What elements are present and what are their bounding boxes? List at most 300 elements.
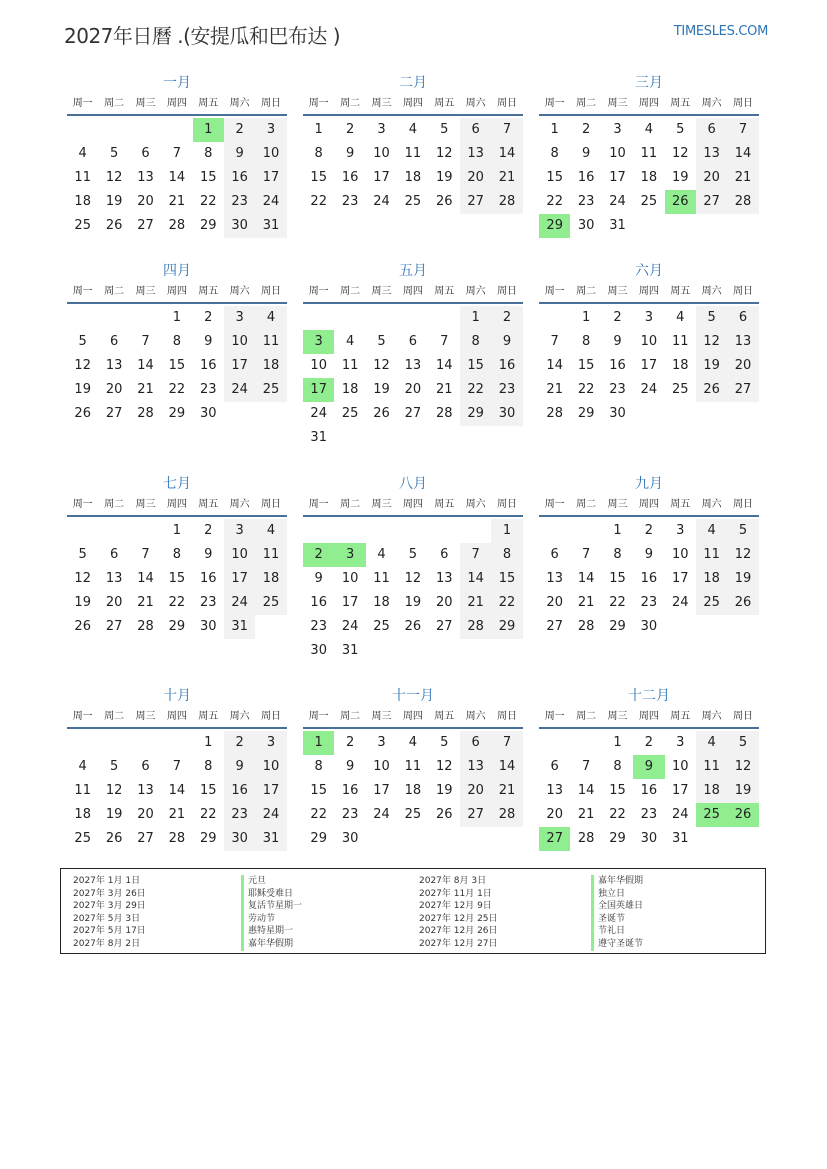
day-cell[interactable]: 3 [377,122,386,137]
day-cell[interactable]: 19 [727,779,758,803]
day-cell[interactable]: 22 [609,595,626,610]
day-cell[interactable]: 25 [671,382,689,397]
day-cell[interactable]: 7 [727,118,758,142]
day-cell[interactable]: 6 [440,547,449,562]
day-cell[interactable]: 17 [255,779,286,803]
day-cell[interactable]: 7 [581,759,591,774]
day-cell[interactable]: 25 [696,591,727,615]
day-cell[interactable]: 5 [676,122,685,137]
day-cell[interactable]: 9 [345,146,355,161]
day-cell[interactable]: 18 [696,779,727,803]
day-cell[interactable]: 16 [640,571,658,586]
day-cell[interactable]: 16 [341,783,359,798]
day-cell[interactable]: 11 [696,543,727,567]
day-cell[interactable]: 23 [640,595,658,610]
holiday-day-cell[interactable]: 29 [539,214,570,238]
day-cell[interactable]: 9 [581,146,591,161]
day-cell[interactable]: 12 [696,330,727,354]
day-cell[interactable]: 9 [613,334,622,349]
day-cell[interactable]: 18 [74,807,91,822]
day-cell[interactable]: 18 [74,194,91,209]
holiday-day-cell[interactable]: 1 [193,118,224,142]
day-cell[interactable]: 9 [644,547,653,562]
day-cell[interactable]: 20 [404,382,422,397]
day-cell[interactable]: 5 [109,146,119,161]
day-cell[interactable]: 12 [435,146,453,161]
holiday-day-cell[interactable]: 3 [334,543,365,567]
day-cell[interactable]: 17 [224,354,255,378]
day-cell[interactable]: 30 [224,827,255,851]
day-cell[interactable]: 28 [168,831,186,846]
day-cell[interactable]: 15 [168,358,186,373]
day-cell[interactable]: 27 [105,619,123,634]
day-cell[interactable]: 1 [613,523,622,538]
day-cell[interactable]: 27 [727,378,758,402]
day-cell[interactable]: 28 [460,615,491,639]
day-cell[interactable]: 24 [640,382,658,397]
day-cell[interactable]: 16 [224,779,255,803]
day-cell[interactable]: 6 [109,547,119,562]
day-cell[interactable]: 24 [255,803,286,827]
day-cell[interactable]: 23 [199,382,217,397]
day-cell[interactable]: 3 [676,523,685,538]
day-cell[interactable]: 10 [671,759,689,774]
day-cell[interactable]: 24 [373,807,390,822]
day-cell[interactable]: 20 [105,382,123,397]
day-cell[interactable]: 2 [224,731,255,755]
day-cell[interactable]: 13 [105,571,123,586]
day-cell[interactable]: 28 [546,406,563,421]
day-cell[interactable]: 29 [199,218,217,233]
day-cell[interactable]: 30 [199,406,217,421]
day-cell[interactable]: 23 [341,807,359,822]
day-cell[interactable]: 18 [373,595,390,610]
day-cell[interactable]: 22 [310,807,327,822]
day-cell[interactable]: 15 [310,170,327,185]
day-cell[interactable]: 25 [255,591,286,615]
day-cell[interactable]: 14 [460,567,491,591]
day-cell[interactable]: 5 [408,547,417,562]
day-cell[interactable]: 16 [199,571,217,586]
day-cell[interactable]: 17 [224,567,255,591]
day-cell[interactable]: 3 [224,519,255,543]
day-cell[interactable]: 10 [255,142,286,166]
day-cell[interactable]: 11 [696,755,727,779]
day-cell[interactable]: 30 [577,218,595,233]
day-cell[interactable]: 25 [74,218,91,233]
day-cell[interactable]: 8 [581,334,591,349]
day-cell[interactable]: 11 [671,334,689,349]
day-cell[interactable]: 4 [644,122,653,137]
day-cell[interactable]: 12 [105,170,123,185]
day-cell[interactable]: 19 [74,382,91,397]
day-cell[interactable]: 28 [577,831,595,846]
day-cell[interactable]: 17 [341,595,359,610]
day-cell[interactable]: 13 [460,755,491,779]
day-cell[interactable]: 16 [199,358,217,373]
day-cell[interactable]: 27 [404,406,422,421]
day-cell[interactable]: 18 [255,354,286,378]
day-cell[interactable]: 14 [577,783,595,798]
day-cell[interactable]: 14 [491,142,522,166]
day-cell[interactable]: 4 [696,519,727,543]
day-cell[interactable]: 7 [550,334,559,349]
day-cell[interactable]: 4 [78,146,87,161]
day-cell[interactable]: 1 [314,122,323,137]
day-cell[interactable]: 6 [109,334,119,349]
day-cell[interactable]: 3 [676,735,685,750]
day-cell[interactable]: 5 [727,519,758,543]
day-cell[interactable]: 13 [546,571,563,586]
holiday-day-cell[interactable]: 9 [633,755,664,779]
day-cell[interactable]: 19 [727,567,758,591]
day-cell[interactable]: 19 [105,194,123,209]
day-cell[interactable]: 11 [74,783,91,798]
day-cell[interactable]: 27 [105,406,123,421]
day-cell[interactable]: 8 [460,330,491,354]
day-cell[interactable]: 30 [224,214,255,238]
day-cell[interactable]: 15 [310,783,327,798]
day-cell[interactable]: 24 [310,406,327,421]
day-cell[interactable]: 14 [491,755,522,779]
day-cell[interactable]: 7 [172,759,181,774]
day-cell[interactable]: 22 [310,194,327,209]
day-cell[interactable]: 9 [314,571,323,586]
day-cell[interactable]: 30 [609,406,626,421]
day-cell[interactable]: 6 [727,306,758,330]
day-cell[interactable]: 21 [546,382,563,397]
day-cell[interactable]: 27 [696,190,727,214]
day-cell[interactable]: 26 [74,406,91,421]
day-cell[interactable]: 17 [373,783,390,798]
day-cell[interactable]: 11 [255,330,286,354]
day-cell[interactable]: 16 [491,354,522,378]
day-cell[interactable]: 10 [310,358,327,373]
day-cell[interactable]: 26 [105,831,123,846]
day-cell[interactable]: 3 [613,122,622,137]
day-cell[interactable]: 1 [460,306,491,330]
day-cell[interactable]: 8 [172,547,181,562]
day-cell[interactable]: 8 [491,543,522,567]
day-cell[interactable]: 7 [141,334,150,349]
day-cell[interactable]: 2 [224,118,255,142]
day-cell[interactable]: 3 [255,118,286,142]
day-cell[interactable]: 19 [435,783,453,798]
day-cell[interactable]: 23 [224,190,255,214]
day-cell[interactable]: 6 [141,759,150,774]
day-cell[interactable]: 11 [404,146,422,161]
day-cell[interactable]: 20 [105,595,123,610]
day-cell[interactable]: 27 [435,619,453,634]
day-cell[interactable]: 10 [671,547,689,562]
day-cell[interactable]: 10 [255,755,286,779]
day-cell[interactable]: 19 [671,170,689,185]
day-cell[interactable]: 4 [255,519,286,543]
day-cell[interactable]: 31 [255,827,286,851]
day-cell[interactable]: 29 [609,619,626,634]
day-cell[interactable]: 11 [404,759,422,774]
day-cell[interactable]: 2 [644,523,653,538]
day-cell[interactable]: 5 [78,547,87,562]
day-cell[interactable]: 21 [727,166,758,190]
day-cell[interactable]: 22 [491,591,522,615]
day-cell[interactable]: 1 [613,735,622,750]
day-cell[interactable]: 2 [345,735,355,750]
day-cell[interactable]: 3 [224,306,255,330]
day-cell[interactable]: 25 [255,378,286,402]
day-cell[interactable]: 12 [74,358,91,373]
day-cell[interactable]: 31 [310,430,327,445]
day-cell[interactable]: 6 [408,334,417,349]
day-cell[interactable]: 28 [137,406,154,421]
day-cell[interactable]: 31 [671,831,689,846]
day-cell[interactable]: 6 [460,731,491,755]
day-cell[interactable]: 18 [404,783,422,798]
day-cell[interactable]: 31 [341,643,359,658]
day-cell[interactable]: 4 [676,310,685,325]
day-cell[interactable]: 24 [224,378,255,402]
day-cell[interactable]: 30 [310,643,327,658]
day-cell[interactable]: 16 [224,166,255,190]
day-cell[interactable]: 6 [550,759,559,774]
day-cell[interactable]: 25 [404,807,422,822]
holiday-day-cell[interactable]: 26 [727,803,758,827]
day-cell[interactable]: 13 [404,358,422,373]
day-cell[interactable]: 26 [373,406,390,421]
day-cell[interactable]: 23 [577,194,595,209]
day-cell[interactable]: 10 [341,571,359,586]
day-cell[interactable]: 13 [696,142,727,166]
day-cell[interactable]: 14 [435,358,453,373]
day-cell[interactable]: 13 [727,330,758,354]
day-cell[interactable]: 8 [314,759,323,774]
day-cell[interactable]: 25 [640,194,658,209]
day-cell[interactable]: 26 [696,378,727,402]
day-cell[interactable]: 24 [671,807,689,822]
day-cell[interactable]: 2 [204,310,213,325]
day-cell[interactable]: 22 [460,378,491,402]
day-cell[interactable]: 2 [644,735,653,750]
day-cell[interactable]: 12 [105,783,123,798]
day-cell[interactable]: 21 [137,595,154,610]
day-cell[interactable]: 31 [609,218,626,233]
day-cell[interactable]: 8 [204,759,213,774]
day-cell[interactable]: 13 [105,358,123,373]
day-cell[interactable]: 17 [671,571,689,586]
day-cell[interactable]: 22 [199,807,217,822]
day-cell[interactable]: 2 [581,122,591,137]
day-cell[interactable]: 20 [546,807,563,822]
day-cell[interactable]: 3 [255,731,286,755]
day-cell[interactable]: 19 [105,807,123,822]
day-cell[interactable]: 25 [341,406,359,421]
day-cell[interactable]: 30 [199,619,217,634]
day-cell[interactable]: 31 [224,615,255,639]
day-cell[interactable]: 21 [435,382,453,397]
day-cell[interactable]: 8 [550,146,559,161]
day-cell[interactable]: 29 [199,831,217,846]
day-cell[interactable]: 21 [577,807,595,822]
day-cell[interactable]: 7 [491,118,522,142]
day-cell[interactable]: 29 [491,615,522,639]
day-cell[interactable]: 26 [74,619,91,634]
day-cell[interactable]: 10 [373,146,390,161]
day-cell[interactable]: 14 [727,142,758,166]
day-cell[interactable]: 2 [345,122,355,137]
day-cell[interactable]: 22 [577,382,595,397]
day-cell[interactable]: 11 [255,543,286,567]
day-cell[interactable]: 5 [78,334,87,349]
day-cell[interactable]: 14 [168,783,186,798]
day-cell[interactable]: 20 [696,166,727,190]
day-cell[interactable]: 8 [204,146,213,161]
day-cell[interactable]: 9 [345,759,355,774]
day-cell[interactable]: 11 [74,170,91,185]
day-cell[interactable]: 12 [727,543,758,567]
day-cell[interactable]: 12 [74,571,91,586]
day-cell[interactable]: 1 [581,310,591,325]
day-cell[interactable]: 22 [609,807,626,822]
day-cell[interactable]: 8 [613,547,622,562]
day-cell[interactable]: 12 [727,755,758,779]
day-cell[interactable]: 7 [491,731,522,755]
day-cell[interactable]: 19 [373,382,390,397]
day-cell[interactable]: 17 [255,166,286,190]
day-cell[interactable]: 5 [440,122,449,137]
day-cell[interactable]: 15 [199,783,217,798]
day-cell[interactable]: 4 [408,735,417,750]
day-cell[interactable]: 20 [460,779,491,803]
day-cell[interactable]: 28 [435,406,453,421]
day-cell[interactable]: 9 [224,755,255,779]
day-cell[interactable]: 17 [609,170,626,185]
day-cell[interactable]: 14 [137,358,154,373]
day-cell[interactable]: 11 [341,358,359,373]
day-cell[interactable]: 6 [141,146,150,161]
day-cell[interactable]: 13 [137,783,154,798]
site-logo-text[interactable]: TIMESLES.COM [673,24,768,39]
holiday-day-cell[interactable]: 26 [665,190,696,214]
day-cell[interactable]: 30 [341,831,359,846]
day-cell[interactable]: 18 [640,170,658,185]
day-cell[interactable]: 16 [341,170,359,185]
day-cell[interactable]: 13 [460,142,491,166]
day-cell[interactable]: 26 [105,218,123,233]
day-cell[interactable]: 10 [224,330,255,354]
day-cell[interactable]: 17 [671,783,689,798]
day-cell[interactable]: 23 [310,619,327,634]
day-cell[interactable]: 6 [696,118,727,142]
day-cell[interactable]: 26 [727,591,758,615]
day-cell[interactable]: 19 [404,595,422,610]
day-cell[interactable]: 4 [345,334,355,349]
day-cell[interactable]: 3 [644,310,653,325]
day-cell[interactable]: 28 [491,190,522,214]
day-cell[interactable]: 16 [310,595,327,610]
day-cell[interactable]: 20 [460,166,491,190]
day-cell[interactable]: 4 [78,759,87,774]
day-cell[interactable]: 10 [373,759,390,774]
day-cell[interactable]: 25 [373,619,390,634]
day-cell[interactable]: 24 [373,194,390,209]
day-cell[interactable]: 8 [314,146,323,161]
day-cell[interactable]: 25 [74,831,91,846]
day-cell[interactable]: 1 [491,519,522,543]
day-cell[interactable]: 21 [577,595,595,610]
day-cell[interactable]: 23 [609,382,626,397]
day-cell[interactable]: 23 [640,807,658,822]
day-cell[interactable]: 15 [577,358,595,373]
day-cell[interactable]: 21 [168,807,186,822]
day-cell[interactable]: 24 [341,619,359,634]
day-cell[interactable]: 15 [609,571,626,586]
day-cell[interactable]: 9 [491,330,522,354]
day-cell[interactable]: 11 [373,571,390,586]
day-cell[interactable]: 29 [609,831,626,846]
day-cell[interactable]: 6 [460,118,491,142]
day-cell[interactable]: 19 [696,354,727,378]
day-cell[interactable]: 13 [137,170,154,185]
day-cell[interactable]: 2 [491,306,522,330]
day-cell[interactable]: 15 [199,170,217,185]
day-cell[interactable]: 11 [640,146,658,161]
day-cell[interactable]: 7 [141,547,150,562]
day-cell[interactable]: 1 [204,735,213,750]
day-cell[interactable]: 17 [373,170,390,185]
day-cell[interactable]: 18 [404,170,422,185]
day-cell[interactable]: 12 [435,759,453,774]
day-cell[interactable]: 12 [373,358,390,373]
day-cell[interactable]: 21 [137,382,154,397]
day-cell[interactable]: 28 [727,190,758,214]
day-cell[interactable]: 2 [204,523,213,538]
day-cell[interactable]: 23 [491,378,522,402]
day-cell[interactable]: 24 [671,595,689,610]
day-cell[interactable]: 8 [613,759,622,774]
day-cell[interactable]: 5 [696,306,727,330]
day-cell[interactable]: 14 [137,571,154,586]
day-cell[interactable]: 4 [408,122,417,137]
day-cell[interactable]: 28 [491,803,522,827]
day-cell[interactable]: 17 [640,358,658,373]
day-cell[interactable]: 21 [168,194,186,209]
day-cell[interactable]: 10 [640,334,658,349]
day-cell[interactable]: 24 [224,591,255,615]
day-cell[interactable]: 16 [577,170,595,185]
day-cell[interactable]: 27 [137,831,154,846]
day-cell[interactable]: 1 [172,310,181,325]
day-cell[interactable]: 22 [168,595,186,610]
day-cell[interactable]: 16 [640,783,658,798]
day-cell[interactable]: 13 [435,571,453,586]
day-cell[interactable]: 1 [172,523,181,538]
day-cell[interactable]: 2 [613,310,622,325]
day-cell[interactable]: 19 [74,595,91,610]
day-cell[interactable]: 9 [204,334,213,349]
holiday-day-cell[interactable]: 1 [303,731,334,755]
day-cell[interactable]: 7 [440,334,449,349]
day-cell[interactable]: 30 [491,402,522,426]
day-cell[interactable]: 4 [255,306,286,330]
day-cell[interactable]: 18 [696,567,727,591]
day-cell[interactable]: 29 [460,402,491,426]
day-cell[interactable]: 14 [546,358,563,373]
day-cell[interactable]: 26 [404,619,422,634]
day-cell[interactable]: 27 [546,619,563,634]
day-cell[interactable]: 7 [581,547,591,562]
day-cell[interactable]: 22 [199,194,217,209]
day-cell[interactable]: 15 [460,354,491,378]
